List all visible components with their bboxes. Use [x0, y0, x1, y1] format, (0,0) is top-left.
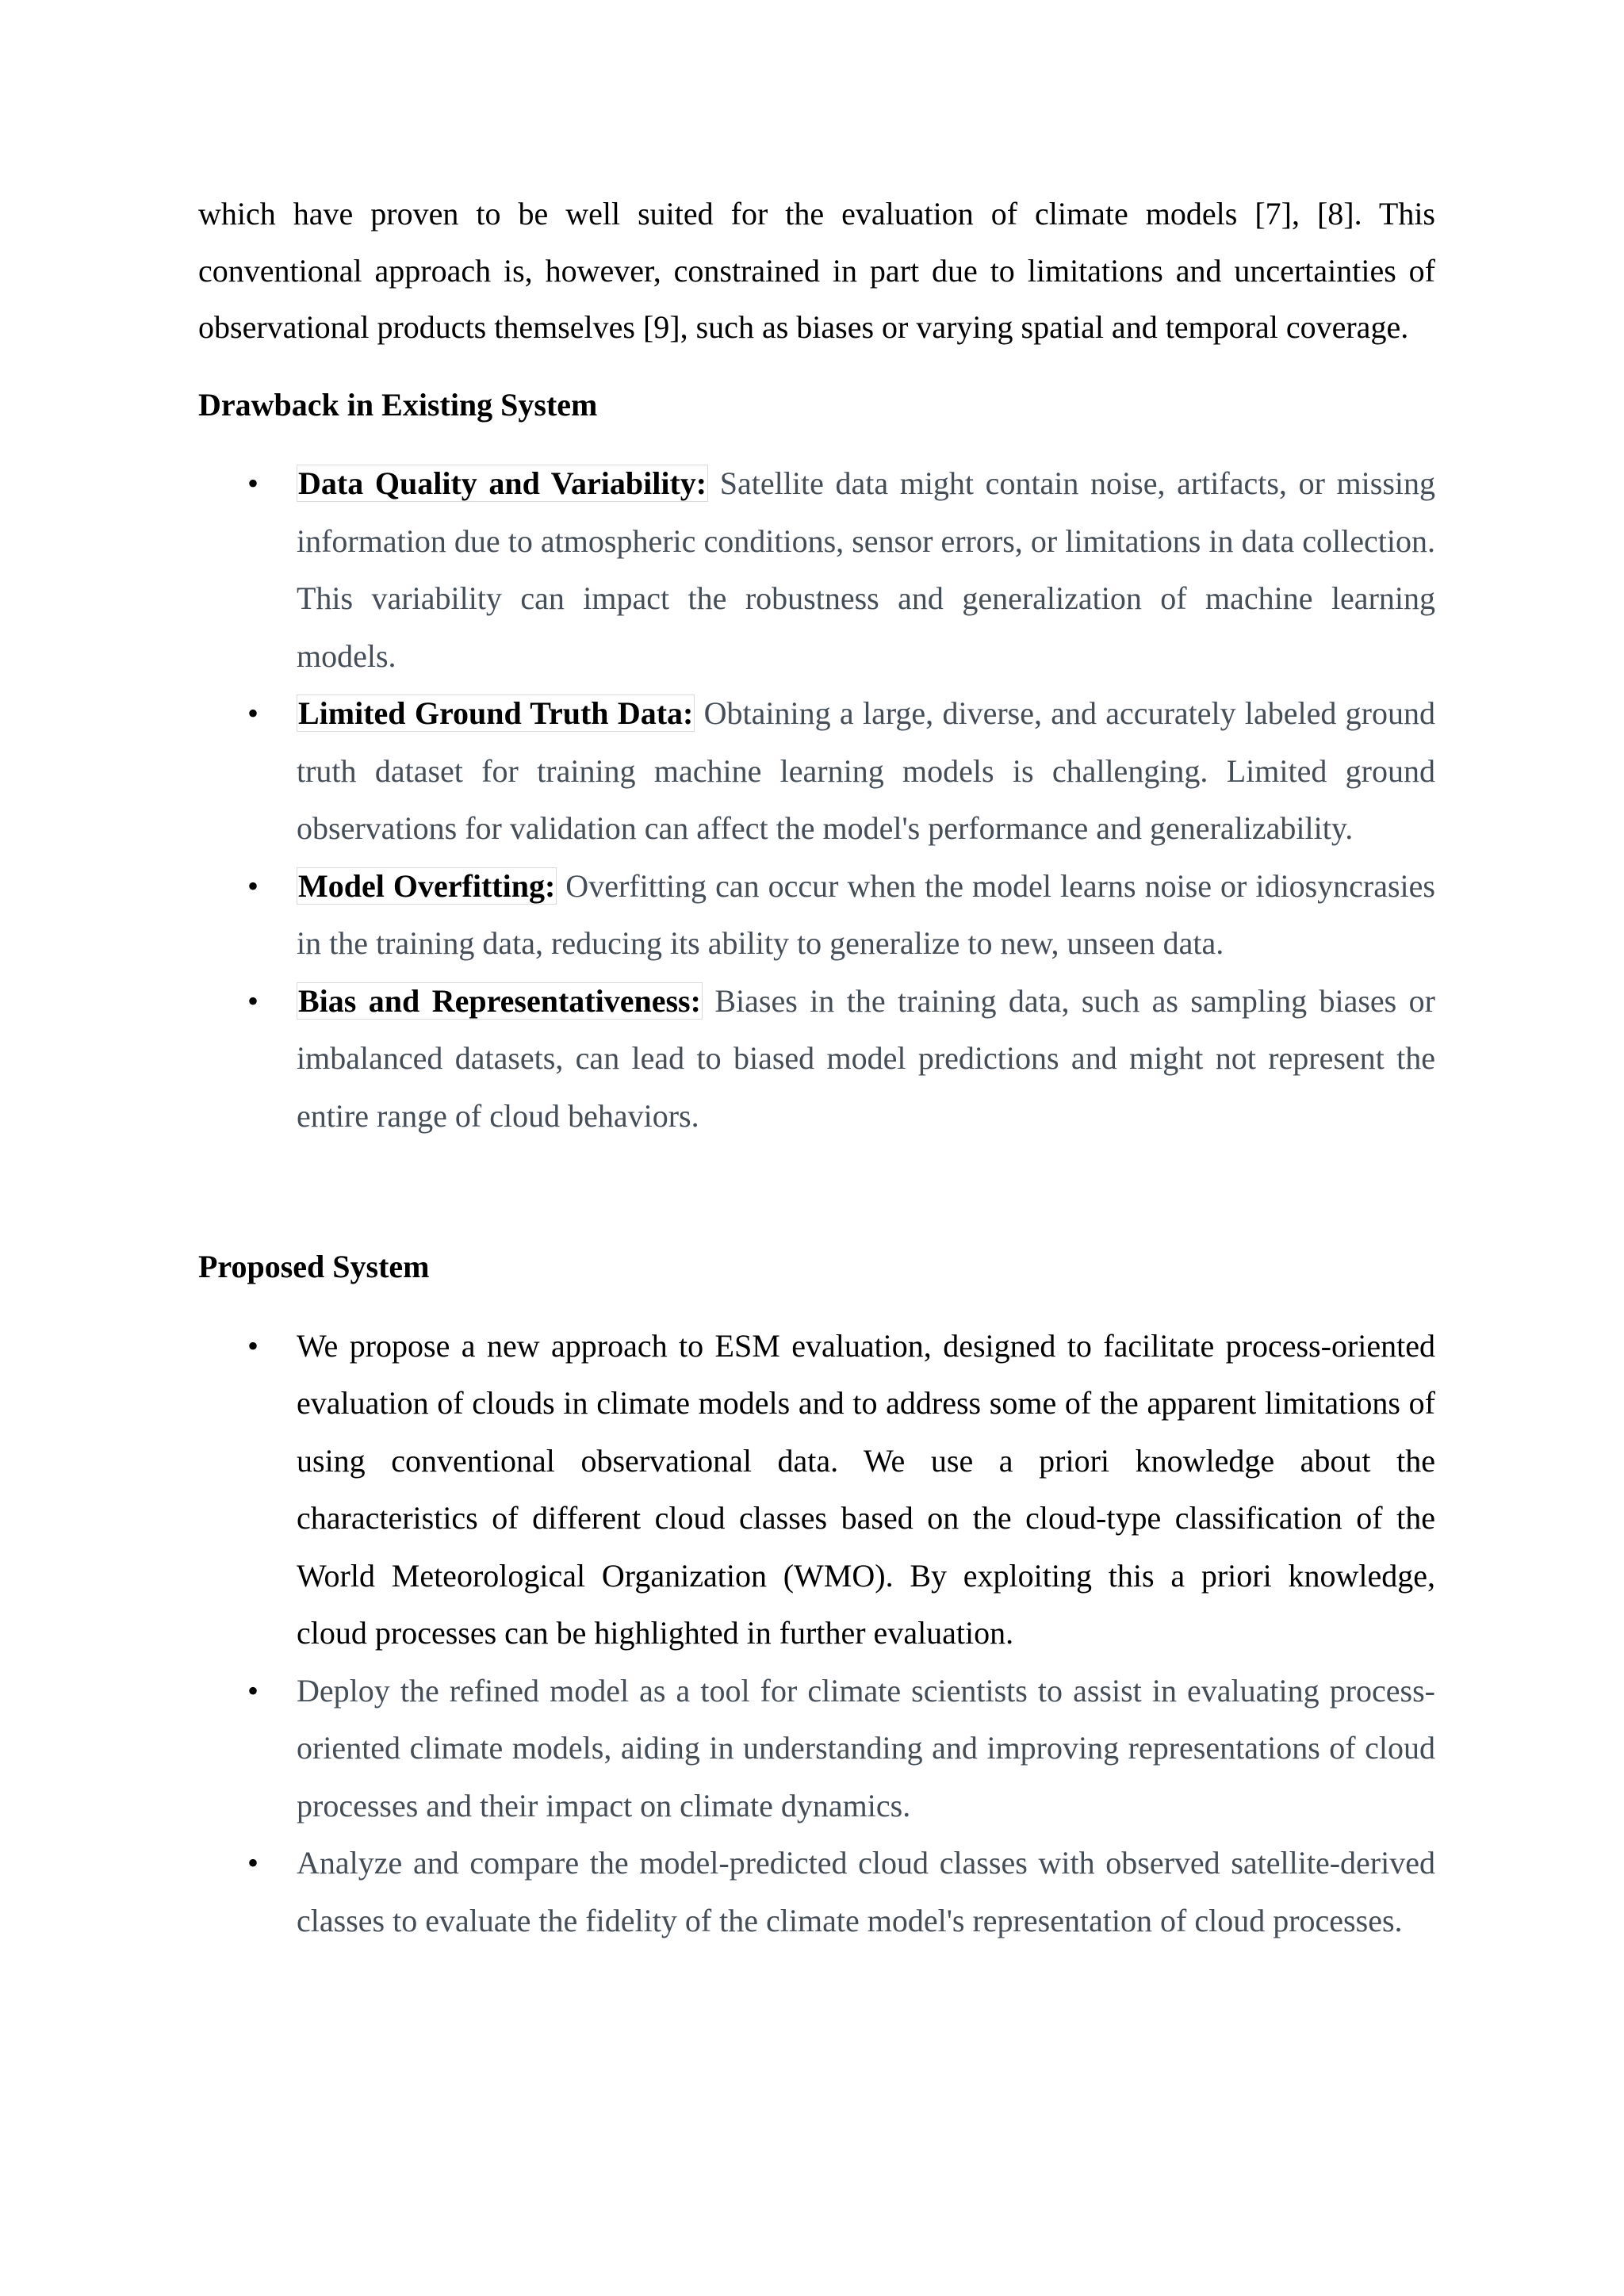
bullet-text: Satellite data might contain noise, artifacts, or missing information due to atmospheric conditions, sensor errors, or limitations in data collection. This variability can impact the robustness and generalization of machine learning models. [297, 465, 1435, 674]
bullet-icon: • [247, 1845, 259, 1881]
list-item [198, 455, 1435, 685]
proposed-list [198, 1318, 1435, 1950]
list-item [198, 973, 1435, 1146]
list-item [198, 1663, 1435, 1835]
list-item [198, 858, 1435, 973]
intro-paragraph: which have proven to be well suited for the evaluation of climate models [7], [8]. This conventional approach is, however, constrained in part due to limitations and uncertainties of observational products themselves [9], such as biases or varying spatial and temporal coverage. [198, 196, 1435, 345]
bullet-term: Limited Ground Truth Data: [298, 695, 694, 731]
drawback-list [198, 455, 1435, 1145]
list-item [198, 1318, 1435, 1663]
bullet-term: Data Quality and Variability: [298, 465, 707, 501]
proposed-heading: Proposed System [198, 1249, 430, 1284]
bullet-icon: • [247, 982, 259, 1019]
list-item [198, 1835, 1435, 1950]
bullet-text: Deploy the refined model as a tool for climate scientists to assist in evaluating process-oriented climate models, aiding in understanding and improving representations of cloud processes and their impact on climate dynamics. [297, 1672, 1435, 1823]
bullet-term: Bias and Representativeness: [298, 982, 701, 1019]
bullet-text: Overfitting can occur when the model learns noise or idiosyncrasies in the training data, reducing its ability to generalize to new, unseen data. [297, 867, 1435, 961]
document-page [198, 186, 1435, 1950]
bullet-term: Model Overfitting: [298, 867, 556, 904]
bullet-text: Obtaining a large, diverse, and accurately labeled ground truth dataset for training machine learning models is challenging. Limited ground observations for validation can affect the model's performance and generalizability. [297, 695, 1435, 846]
bullet-icon: • [247, 695, 259, 731]
bullet-icon: • [247, 1672, 259, 1709]
bullet-text: Biases in the training data, such as sampling biases or imbalanced datasets, can lead to biased model predictions and might not represent the entire range of cloud behaviors. [297, 982, 1435, 1134]
bullet-icon: • [247, 465, 259, 501]
list-item [198, 685, 1435, 858]
bullet-text: Analyze and compare the model-predicted cloud classes with observed satellite-derived classes to evaluate the fidelity of the climate model's representation of cloud processes. [297, 1845, 1435, 1938]
bullet-icon: • [247, 1327, 259, 1364]
drawback-heading: Drawback in Existing System [198, 386, 598, 423]
bullet-icon: • [247, 867, 259, 904]
bullet-text: We propose a new approach to ESM evaluation, designed to facilitate process-oriented evaluation of clouds in climate models and to address some of the apparent limitations of using conventional observational data. We use a priori knowledge about the characteristics of different cloud classes based on the cloud-type classification of the World Meteorological Organization (WMO). By exploiting this a priori knowledge, cloud processes can be highlighted in further evaluation. [297, 1327, 1435, 1651]
